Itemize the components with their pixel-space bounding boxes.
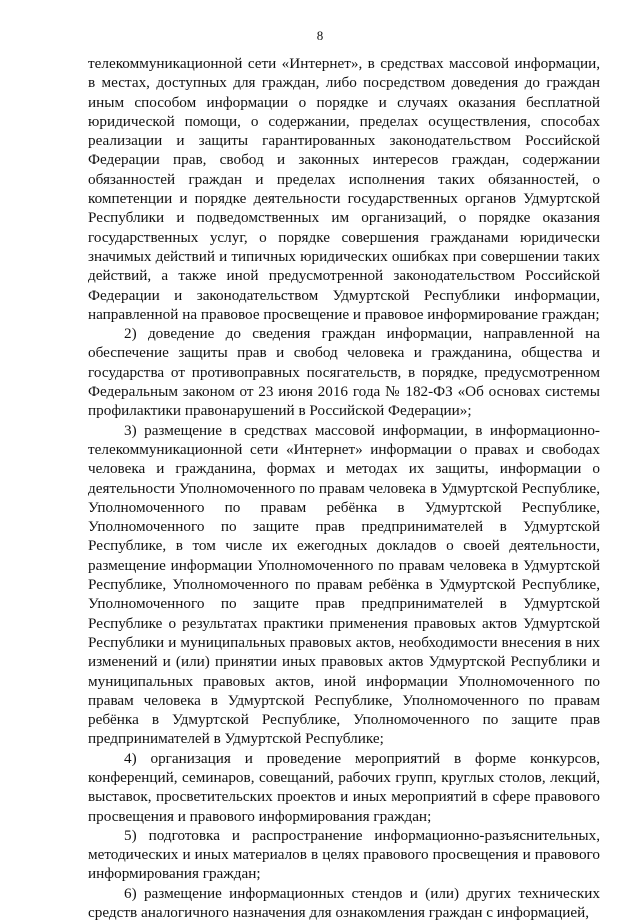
document-body [88,54,600,922]
paragraph-continuation: телекоммуникационной сети «Интернет», в средствах массовой информации, в местах, доступных для граждан, либо посредством доведения до граждан иным способом информации о порядке и случаях оказания бесплатной юридической помощи, о содержании, пределах осуществления, способах реализации и защиты гарантированных законодательством Российской Федерации прав, свобод и законных интересов граждан, содержании обязанностей граждан и пределах исполнения таких обязанностей, о компетенции и порядке деятельности государственных органов Удмуртской Республики и подведомственных им организаций, о порядке оказания государственных услуг, о порядке совершения гражданами юридически значимых действий и типичных юридических ошибках при совершении таких действий, а также иной предусмотренной законодательством Российской Федерации и законодательством Удмуртской Республики информации, направленной на правовое просвещение и правовое информирование граждан; [88,55,600,323]
paragraph-item-5: 5) подготовка и распространение информационно-разъяснительных, методических и иных материалов в целях правового просвещения и правового информирования граждан; [88,826,600,883]
paragraph-item-4: 4) организация и проведение мероприятий в форме конкурсов, конференций, семинаров, совещаний, рабочих групп, круглых столов, лекций, выставок, просветительских проектов и иных мероприятий в сфере правового просвещения и правового информирования граждан; [88,749,600,825]
page-number: 8 [316,28,324,43]
paragraph-item-6: 6) размещение информационных стендов и (или) других технических средств аналогичного назначения для ознакомления граждан с информацией, [88,884,600,922]
paragraph-item-2: 2) доведение до сведения граждан информации, направленной на обеспечение защиты прав и свобод человека и гражданина, общества и государства от противоправных посягательств, в порядке, предусмотренном Федеральным законом от 23 июня 2016 года № 182-ФЗ «Об основах системы профилактики правонарушений в Российской Федерации»; [88,325,600,420]
paragraph-item-3: 3) размещение в средствах массовой информации, в информационно-телекоммуникационной сети «Интернет» информации о правах и свободах человека и гражданина, формах и методах их защиты, информации о деятельности Уполномоченного по правам человека в Удмуртской Республике, Уполномоченного по правам ребёнка в Удмуртской Республике, Уполномоченного по защите прав предпринимателей в Удмуртской Республике, в том числе их ежегодных докладов о своей деятельности, размещение информации Уполномоченного по правам человека в Удмуртской Республике, Уполномоченного по правам ребёнка в Удмуртской Республике, Уполномоченного по защите прав предпринимателей в Удмуртской Республике о результатах практики применения правовых актов Удмуртской Республики и муниципальных правовых актов, необходимости внесения в них изменений и (или) принятии иных правовых актов Удмуртской Республики и муниципальных правовых актов, иной информации Уполномоченного по правам человека в Удмуртской Республике, Уполномоченного по правам ребёнка в Удмуртской Республике, Уполномоченного по защите прав предпринимателей в Удмуртской Республике; [88,421,600,748]
